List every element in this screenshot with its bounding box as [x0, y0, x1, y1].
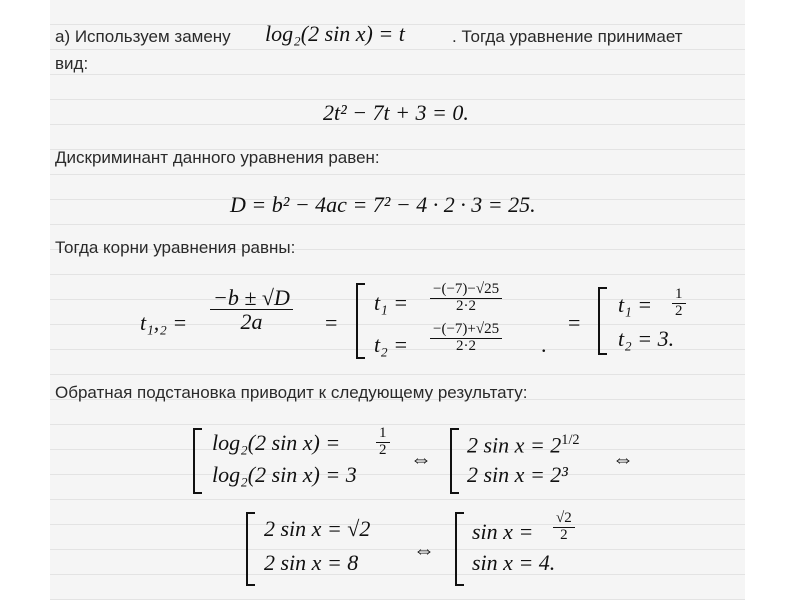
- discriminant-formula: D = b² − 4ac = 7² − 4 · 2 · 3 = 25.: [230, 192, 536, 217]
- system1-right-line2: 2 sin x = 2³: [467, 462, 568, 487]
- intro-text-line2: вид:: [55, 54, 89, 73]
- t1-label: t₁ =: [374, 290, 409, 315]
- t2-numerator: −(−7)+√25: [430, 322, 502, 339]
- equivalence-arrow-1: ⇔: [410, 446, 432, 471]
- system2-right-fraction: [553, 511, 575, 544]
- roots-lhs: t₁,₂ =: [140, 310, 188, 335]
- substitution-formula: log₂(2 sin x) = t: [265, 21, 405, 46]
- roots-equals: =: [325, 310, 338, 335]
- t1-fraction: [430, 282, 502, 315]
- result-bracket: [598, 287, 607, 355]
- fraction-numerator: −b ± √D: [210, 286, 293, 310]
- r1-numerator: 1: [672, 287, 686, 304]
- roots-text: Тогда корни уравнения равны:: [55, 238, 296, 257]
- fraction-denominator: 2a: [240, 309, 263, 335]
- system2-line2: 2 sin x = 8: [264, 550, 359, 575]
- s1-denominator: 2: [379, 441, 387, 458]
- system2-line1: 2 sin x = √2: [264, 516, 371, 541]
- t2-denominator: 2·2: [456, 337, 477, 354]
- roots-equals-2: =: [568, 310, 581, 335]
- system2-right-line2: sin x = 4.: [472, 550, 556, 575]
- t2-label: t₂ =: [374, 332, 409, 357]
- s1-numerator: 1: [376, 426, 390, 443]
- system1-line1-fraction: [376, 426, 390, 459]
- t2-fraction: [430, 322, 502, 355]
- system2-right-line1: sin x =: [472, 519, 534, 544]
- intro-text-prefix: а) Используем замену: [55, 27, 231, 46]
- s2-numerator: √2: [553, 511, 575, 528]
- system2-right-bracket: [455, 512, 464, 586]
- system1-right-bracket: [450, 428, 459, 494]
- equivalence-arrow-2: ⇔: [612, 446, 634, 471]
- s1-right-exponent: 1/2: [561, 432, 580, 448]
- t1-numerator: −(−7)−√25: [430, 282, 502, 299]
- system1-right-line1: [467, 432, 580, 458]
- quadratic-equation: 2t² − 7t + 3 = 0.: [323, 100, 469, 125]
- system2-left-bracket: [246, 512, 255, 586]
- discriminant-text: Дискриминант данного уравнения равен:: [55, 148, 380, 167]
- s1-right-text: 2 sin x = 2: [467, 432, 562, 458]
- r2-result: t₂ = 3.: [618, 326, 675, 351]
- system1-line1: log₂(2 sin x) =: [212, 430, 341, 455]
- t1-denominator: 2·2: [456, 297, 477, 314]
- r1-label: t₁ =: [618, 292, 653, 317]
- system1-left-bracket: [193, 428, 202, 494]
- equivalence-arrow-3: ⇔: [413, 537, 435, 562]
- s2-denominator: 2: [560, 526, 568, 543]
- r1-denominator: 2: [675, 302, 683, 319]
- intro-text-suffix: . Тогда уравнение принимает: [452, 27, 683, 46]
- roots-general-fraction: [210, 286, 293, 333]
- r1-fraction: [672, 287, 686, 320]
- back-substitution-text: Обратная подстановка приводит к следующему результату:: [55, 383, 528, 402]
- system-bracket: [356, 283, 365, 359]
- t2-period: .: [541, 332, 547, 357]
- system1-line2: log₂(2 sin x) = 3: [212, 462, 357, 487]
